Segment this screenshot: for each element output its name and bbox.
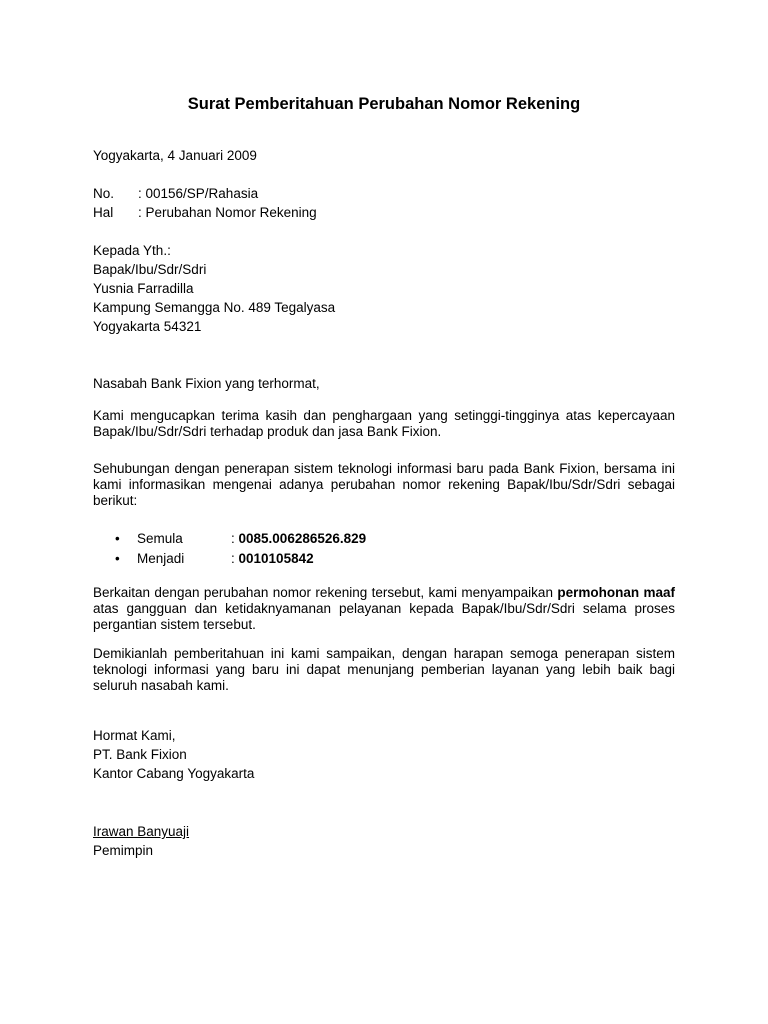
- meta-subject-key: Hal: [93, 205, 114, 220]
- paragraph-3-intro: Berkaitan dengan perubahan nomor rekening tersebut, kami menyampaikan: [93, 585, 558, 600]
- account-label: Semula: [137, 531, 183, 546]
- account-label: Menjadi: [137, 551, 185, 566]
- closing-branch: Kantor Cabang Yogyakarta: [93, 766, 255, 781]
- letter-title: Surat Pemberitahuan Perubahan Nomor Rekening: [187, 95, 581, 113]
- bullet-icon: •: [115, 551, 120, 566]
- apology-emphasis: permohonan maaf: [557, 585, 675, 600]
- bullet-icon: •: [115, 531, 120, 546]
- old-account-number: 0085.006286526.829: [238, 531, 367, 546]
- paragraph-2: Sehubungan dengan penerapan sistem teknologi informasi baru pada Bank Fixion, bersama ini kami informasikan mengenai adanya perubahan nomor rekening Bapak/Ibu/Sdr/Sdri sebagai berikut:: [93, 461, 675, 508]
- signer-name-row: [93, 822, 675, 841]
- list-item: [93, 549, 675, 569]
- closing-regards: Hormat Kami,: [93, 728, 176, 743]
- signature-block: [93, 822, 675, 860]
- meta-number-row: [93, 184, 675, 203]
- place-date-text: Yogyakarta, 4 Januari 2009: [93, 148, 257, 163]
- meta-subject-row: [93, 203, 675, 222]
- recipient-block: [93, 241, 675, 336]
- paragraph-1: Kami mengucapkan terima kasih dan penghargaan yang setinggi-tingginya atas kepercayaan Bapak/Ibu/Sdr/Sdri terhadap produk dan jasa Bank Fixion.: [93, 408, 675, 439]
- recipient-address: Kampung Semangga No. 489 Tegalyasa: [93, 300, 336, 315]
- paragraph-4: Demikianlah pemberitahuan ini kami sampaikan, dengan harapan semoga penerapan sistem teknologi informasi yang baru ini dapat menunjang pemberian layanan yang lebih baik bagi seluruh nasabah kami.: [93, 646, 675, 693]
- recipient-name: Yusnia Farradilla: [93, 281, 194, 296]
- meta-number-key: No.: [93, 186, 115, 201]
- recipient-city: Yogyakarta 54321: [93, 319, 202, 334]
- meta-subject-value: : Perubahan Nomor Rekening: [138, 205, 317, 220]
- closing-company: PT. Bank Fixion: [93, 747, 187, 762]
- signer-title: Pemimpin: [93, 843, 154, 858]
- letter-meta: [93, 184, 675, 222]
- meta-number-value: : 00156/SP/Rahasia: [138, 186, 259, 201]
- recipient-salutation: Bapak/Ibu/Sdr/Sdri: [93, 262, 207, 277]
- greeting: [93, 374, 675, 393]
- closing-block: [93, 726, 675, 783]
- signer-name: Irawan Banyuaji: [93, 824, 190, 839]
- place-date: [93, 146, 675, 165]
- account-change-list: [93, 529, 675, 569]
- paragraph-3-rest: atas gangguan dan ketidaknyamanan pelayanan kepada Bapak/Ibu/Sdr/Sdri selama proses pergantian sistem tersebut.: [93, 601, 675, 632]
- greeting-text: Nasabah Bank Fixion yang terhormat,: [93, 376, 320, 391]
- account-colon: :: [231, 551, 239, 566]
- paragraph-3: [93, 585, 675, 633]
- list-item: [93, 529, 675, 549]
- account-colon: :: [231, 531, 239, 546]
- recipient-header: Kepada Yth.:: [93, 243, 171, 258]
- new-account-number: 0010105842: [238, 551, 314, 566]
